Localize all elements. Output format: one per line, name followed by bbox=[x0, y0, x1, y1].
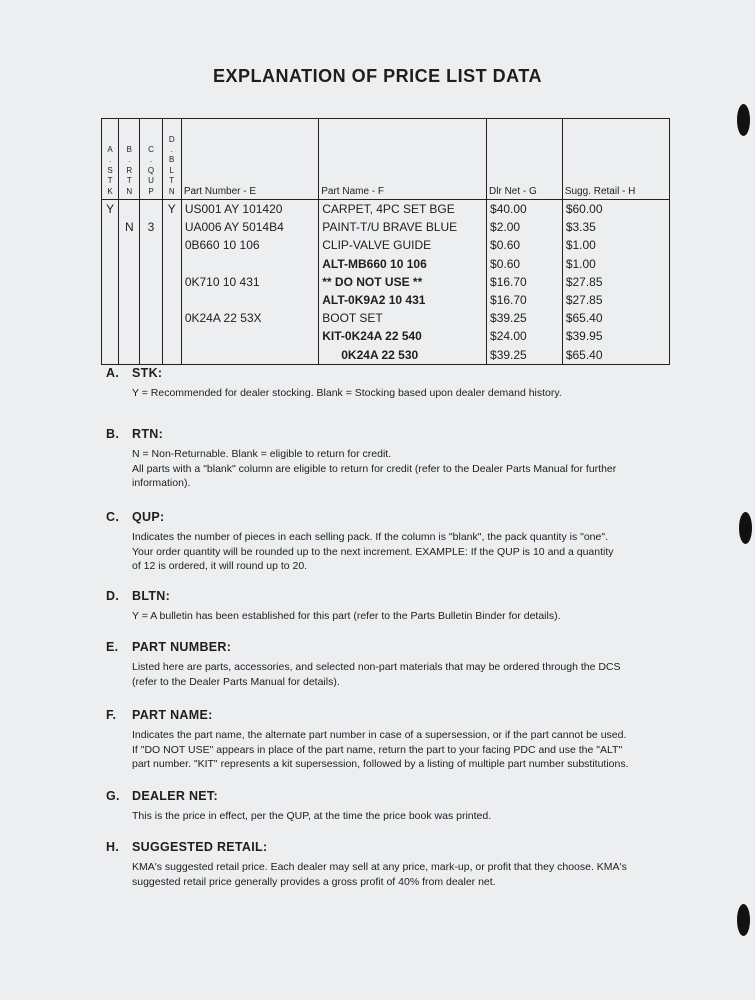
table-cell-dealer-net: $24.00 bbox=[490, 329, 527, 344]
table-cell-sugg-retail: $27.85 bbox=[565, 292, 603, 307]
section-letter: F. bbox=[106, 708, 117, 722]
section-body: This is the price in effect, per the QUP, at the time the price book was printed. bbox=[132, 810, 492, 822]
section-heading: QUP: bbox=[132, 510, 165, 524]
table-cell-dealer-net: $39.25 bbox=[490, 347, 527, 362]
table-cell-part-number: 0K24A 22 53X bbox=[184, 311, 262, 326]
table-cell-sugg-retail: $3.35 bbox=[565, 220, 596, 235]
table-cell-part-name: CARPET, 4PC SET BGE bbox=[322, 202, 455, 216]
table-cell: 3 bbox=[147, 220, 155, 235]
column-header-h: Sugg. Retail - H bbox=[564, 186, 636, 197]
column-header-g: Dlr Net - G bbox=[489, 186, 537, 197]
section-letter: D. bbox=[106, 589, 120, 603]
column-header-d: D . B L T N bbox=[168, 134, 175, 196]
section-heading: PART NAME: bbox=[132, 708, 213, 722]
section-part-number bbox=[106, 640, 706, 689]
table-cell-part-number bbox=[182, 346, 318, 364]
table-cell-sugg-retail: $60.00 bbox=[565, 202, 603, 216]
table-cell-part-name: KIT-0K24A 22 540 bbox=[322, 329, 422, 344]
section-letter: G. bbox=[106, 789, 120, 803]
page-title: EXPLANATION OF PRICE LIST DATA bbox=[213, 66, 542, 86]
column-header-c: C . Q U P bbox=[147, 144, 155, 196]
section-body: Listed here are parts, accessories, and selected non-part materials that may be ordered through the DCS (refer to the Dealer Parts Manual for details). bbox=[132, 661, 621, 688]
table-cell-dealer-net: $40.00 bbox=[490, 202, 527, 216]
price-list-table bbox=[101, 118, 670, 365]
table-cell-sugg-retail: $1.00 bbox=[565, 256, 596, 271]
section-rtn bbox=[106, 427, 706, 491]
section-body: N = Non-Returnable. Blank = eligible to return for credit. All parts with a "blank" column are eligible to return for credit (refer to the Dealer Parts Manual for further information). bbox=[132, 448, 617, 489]
section-letter: E. bbox=[106, 640, 119, 654]
section-stk bbox=[106, 366, 706, 401]
table-cell-dealer-net: $2.00 bbox=[490, 220, 521, 235]
binder-hole bbox=[739, 512, 752, 544]
table-cell-part-number: 0K710 10 431 bbox=[184, 274, 260, 289]
section-heading: PART NUMBER: bbox=[132, 640, 232, 654]
section-letter: H. bbox=[106, 840, 120, 854]
table-cell-dealer-net: $39.25 bbox=[490, 311, 527, 326]
table-cell-sugg-retail: $65.40 bbox=[565, 311, 603, 326]
table-cell: Y bbox=[106, 202, 115, 216]
section-part-name bbox=[106, 708, 706, 772]
table-cell-dealer-net: $16.70 bbox=[490, 292, 527, 307]
table-cell-dealer-net: $0.60 bbox=[490, 256, 521, 271]
section-letter: C. bbox=[106, 510, 120, 524]
section-dealer-net bbox=[106, 789, 706, 824]
section-heading: SUGGESTED RETAIL: bbox=[132, 840, 268, 854]
column-header-e: Part Number - E bbox=[183, 186, 257, 197]
binder-hole bbox=[737, 904, 750, 936]
table-cell-part-name: ** DO NOT USE ** bbox=[322, 274, 423, 289]
section-letter: A. bbox=[106, 366, 120, 380]
column-header-f: Part Name - F bbox=[321, 186, 385, 197]
section-body: Y = Recommended for dealer stocking. Blank = Stocking based upon dealer demand history. bbox=[132, 387, 562, 399]
section-body: Y = A bulletin has been established for this part (refer to the Parts Bulletin Binder for details). bbox=[132, 610, 561, 622]
section-body: KMA's suggested retail price. Each dealer may sell at any price, mark-up, or profit that they choose. KMA's suggested retail price generally provides a gross profit of 40% from dealer net. bbox=[132, 861, 627, 888]
table-cell: Y bbox=[167, 202, 176, 216]
section-suggested-retail bbox=[106, 840, 706, 889]
table-cell bbox=[140, 200, 161, 218]
table-cell-sugg-retail: $1.00 bbox=[565, 238, 596, 253]
table-cell-part-number: 0B660 10 106 bbox=[184, 238, 260, 253]
table-cell-sugg-retail: $65.40 bbox=[565, 347, 603, 362]
section-bltn bbox=[106, 589, 706, 624]
section-heading: RTN: bbox=[132, 427, 164, 441]
table-cell-part-number bbox=[182, 255, 318, 273]
table-cell-part-number bbox=[182, 291, 318, 309]
table-cell-part-number bbox=[182, 327, 318, 345]
section-qup bbox=[106, 510, 706, 574]
binder-hole bbox=[737, 104, 750, 136]
table-cell-sugg-retail: $27.85 bbox=[565, 274, 603, 289]
table-cell-part-name: 0K24A 22 530 bbox=[341, 347, 419, 362]
table-cell-part-name: BOOT SET bbox=[322, 311, 383, 326]
table-cell-dealer-net: $0.60 bbox=[490, 238, 521, 253]
section-body: Indicates the number of pieces in each selling pack. If the column is "blank", the pack quantity is "one". Your order quantity will be rounded up to the next increment. EXAMPLE: If the QUP is 10 and a quantity of 12 is ordered, it will round up to 20. bbox=[132, 531, 614, 572]
section-heading: DEALER NET: bbox=[132, 789, 218, 803]
column-header-a: A . S T K bbox=[107, 144, 113, 196]
section-body: Indicates the part name, the alternate part number in case of a supersession, or if the part cannot be used. If "DO NOT USE" appears in place of the part name, return the part to your facing PDC and use the "ALT" part number. "KIT" represents a kit supersession, followed by a listing of multiple part number substitutions. bbox=[132, 729, 629, 770]
table-cell-sugg-retail: $39.95 bbox=[565, 329, 603, 344]
table-cell: N bbox=[124, 220, 134, 235]
table-cell-part-name: ALT-MB660 10 106 bbox=[322, 256, 427, 271]
table-cell bbox=[119, 200, 139, 218]
section-heading: BLTN: bbox=[132, 589, 171, 603]
column-header-b: B . R T N bbox=[126, 144, 133, 196]
table-cell-part-number: US001 AY 101420 bbox=[184, 202, 283, 216]
section-letter: B. bbox=[106, 427, 120, 441]
table-cell-part-name: CLIP-VALVE GUIDE bbox=[322, 238, 432, 253]
section-heading: STK: bbox=[132, 366, 163, 380]
table-cell-dealer-net: $16.70 bbox=[490, 274, 527, 289]
table-cell-part-number: UA006 AY 5014B4 bbox=[184, 220, 284, 235]
table-cell-part-name: ALT-0K9A2 10 431 bbox=[322, 292, 426, 307]
table-cell-part-name: PAINT-T/U BRAVE BLUE bbox=[322, 220, 458, 235]
